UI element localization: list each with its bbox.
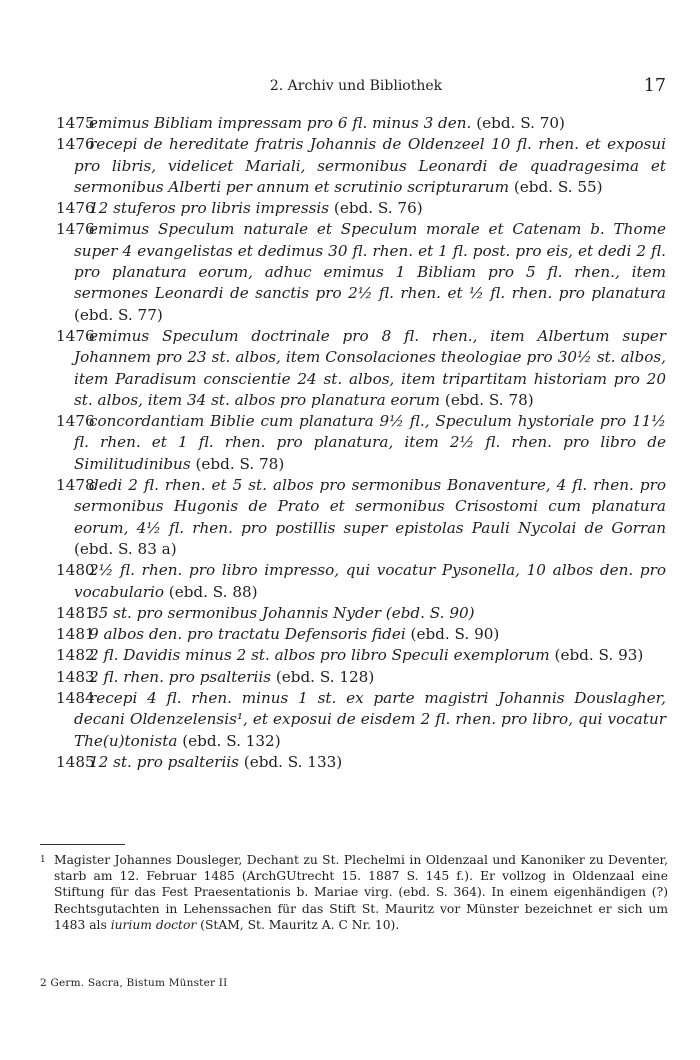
entry-year: 1476 (56, 220, 95, 239)
entry-latin-text: recepi de hereditate fratris Johannis de Oldenzeel 10 fl. rhen. et exposui pro libris, videlicet Mariali, sermonibus Leonardi de quadragesima et sermonibus Alberti per annum et scrutinio scripturarum (74, 135, 666, 196)
entry-latin-text: emimus Speculum naturale et Speculum morale et Catenam b. Thome super 4 evangelistas et dedimus 30 fl. rhen. et 1 fl. post. pro eis, et dedi 2 fl. pro planatura eorum, adhuc emimus 1 Bibliam pro 5 fl. rhen., item sermones Leonardi de sanctis pro 2½ fl. rhen. et ½ fl. rhen. pro planatura (74, 220, 666, 303)
footnote-separator (40, 844, 125, 845)
entry-reference: (ebd. S. 83 a) (74, 539, 177, 558)
entry-reference: (ebd. S. 55) (513, 177, 603, 196)
entry-reference: (ebd. S. 90) (410, 625, 500, 644)
entry-latin-text: emimus Speculum doctrinale pro 8 fl. rhen., item Albertum super Johannem pro 23 st. albos, item Consolaciones theologiae pro 30½ st. albos, item Paradisum conscientie 24 st. albos, item tripartitam historiam pro 20 st. albos, item 34 st. albos pro planatura eorum (74, 326, 666, 409)
entry-year: 1476 (56, 135, 95, 154)
entry-year: 1484 (56, 689, 95, 708)
entry-latin-text: dedi 2 fl. rhen. et 5 st. albos pro sermonibus Bonaventure, 4 fl. rhen. pro sermonibus Hugonis de Prato et sermonibus Crisostomi cum planatura eorum, 4½ fl. rhen. pro postillis super epistolas Pauli Nycolai de Gorran (74, 476, 666, 537)
entry-year: 1475 (56, 114, 95, 132)
entry-latin-text: 2½ fl. rhen. pro libro impresso, qui vocatur Pysonella, 10 albos den. pro vocabulario (74, 561, 666, 601)
entry (46, 645, 666, 666)
entry-latin-text: 35 st. pro sermonibus Johannis Nyder (ebd. S. 90) (89, 603, 475, 622)
entry-reference: (ebd. S. 70) (476, 114, 565, 132)
entry-reference: (ebd. S. 77) (74, 305, 163, 324)
entry-year: 1481 (56, 603, 95, 622)
footnote-italic: iurium doctor (110, 917, 197, 932)
entry-reference: (ebd. S. 78) (195, 454, 285, 473)
entry (46, 219, 666, 325)
entry-year: 1476 (56, 326, 95, 345)
entry (46, 326, 666, 411)
entry (46, 752, 666, 773)
entry-latin-text: recepi 4 fl. rhen. minus 1 st. ex parte magistri Johannis Douslagher, decani Oldenzelensis¹, et exposui de eisdem 2 fl. rhen. pro libro, qui vocatur The(u)tonista (74, 689, 666, 750)
running-header (46, 76, 666, 100)
entry-reference: (ebd. S. 128) (275, 667, 375, 686)
running-title: 2. Archiv und Bibliothek (269, 78, 443, 94)
footnote-text (40, 852, 668, 933)
entry-latin-text: 9 albos den. pro tractatu Defensoris fidei (89, 625, 406, 644)
entry-reference: (ebd. S. 133) (243, 752, 343, 771)
footnote-text-before: Magister Johannes Dousleger, Dechant zu St. Plechelmi in Oldenzaal und Kanoniker zu Deventer, starb am 12. Februar 1485 (ArchGUtrecht 15. 1887 S. 145 f.). Er vollzog in Oldenzaal eine Stiftung für das Fest Praesentationis b. Mariae virg. (ebd. S. 364). In einem eigenhändigen (?) Rechtsgutachten in Lehenssachen für das Stift St. Mauritz vor Münster bezeichnet er sich um 1483 als (54, 853, 668, 932)
entry-reference: (ebd. S. 78) (444, 390, 534, 409)
signature-line: 2 Germ. Sacra, Bistum Münster II (40, 977, 228, 989)
entry (46, 624, 666, 645)
entry-reference: (ebd. S. 76) (333, 199, 423, 218)
entry-year: 1476 (56, 412, 95, 431)
entry-year: 1483 (56, 667, 95, 686)
entry (46, 198, 666, 219)
entry-year: 1476 (56, 199, 95, 218)
footnote (40, 852, 668, 933)
entry-reference: (ebd. S. 88) (168, 582, 258, 601)
entry-reference: (ebd. S. 93) (554, 646, 644, 665)
entry (46, 475, 666, 560)
entry-latin-text: emimus Bibliam impressam pro 6 fl. minus 3 den. (89, 114, 472, 132)
footnote-text-after: (StAM, St. Mauritz A. C Nr. 10). (200, 917, 400, 932)
entry-year: 1482 (56, 646, 95, 665)
entry (46, 667, 666, 688)
entry (46, 411, 666, 475)
footnote-marker: 1 (40, 855, 46, 865)
entry-latin-text: 2 fl. Davidis minus 2 st. albos pro libro Speculi exemplorum (89, 646, 550, 665)
entry (46, 113, 666, 134)
entry (46, 560, 666, 603)
entry-list (46, 113, 666, 773)
entry-year: 1480 (56, 561, 95, 580)
entry-latin-text: 12 stuferos pro libris impressis (89, 199, 330, 218)
page-number: 17 (643, 76, 666, 96)
entry (46, 134, 666, 198)
entry (46, 603, 666, 624)
entry (46, 688, 666, 752)
entry-reference: (ebd. S. 132) (182, 731, 281, 750)
entry-year: 1478 (56, 476, 95, 495)
entry-year: 1481 (56, 625, 95, 644)
entry-latin-text: 12 st. pro psalteriis (89, 752, 239, 771)
entry-year: 1485 (56, 752, 95, 771)
entry-latin-text: concordantiam Biblie cum planatura 9½ fl., Speculum hystoriale pro 11½ fl. rhen. et 1 fl. rhen. pro planatura, item 2½ fl. rhen. pro libro de Similitudinibus (74, 412, 666, 473)
entry-latin-text: 2 fl. rhen. pro psalteriis (89, 667, 271, 686)
